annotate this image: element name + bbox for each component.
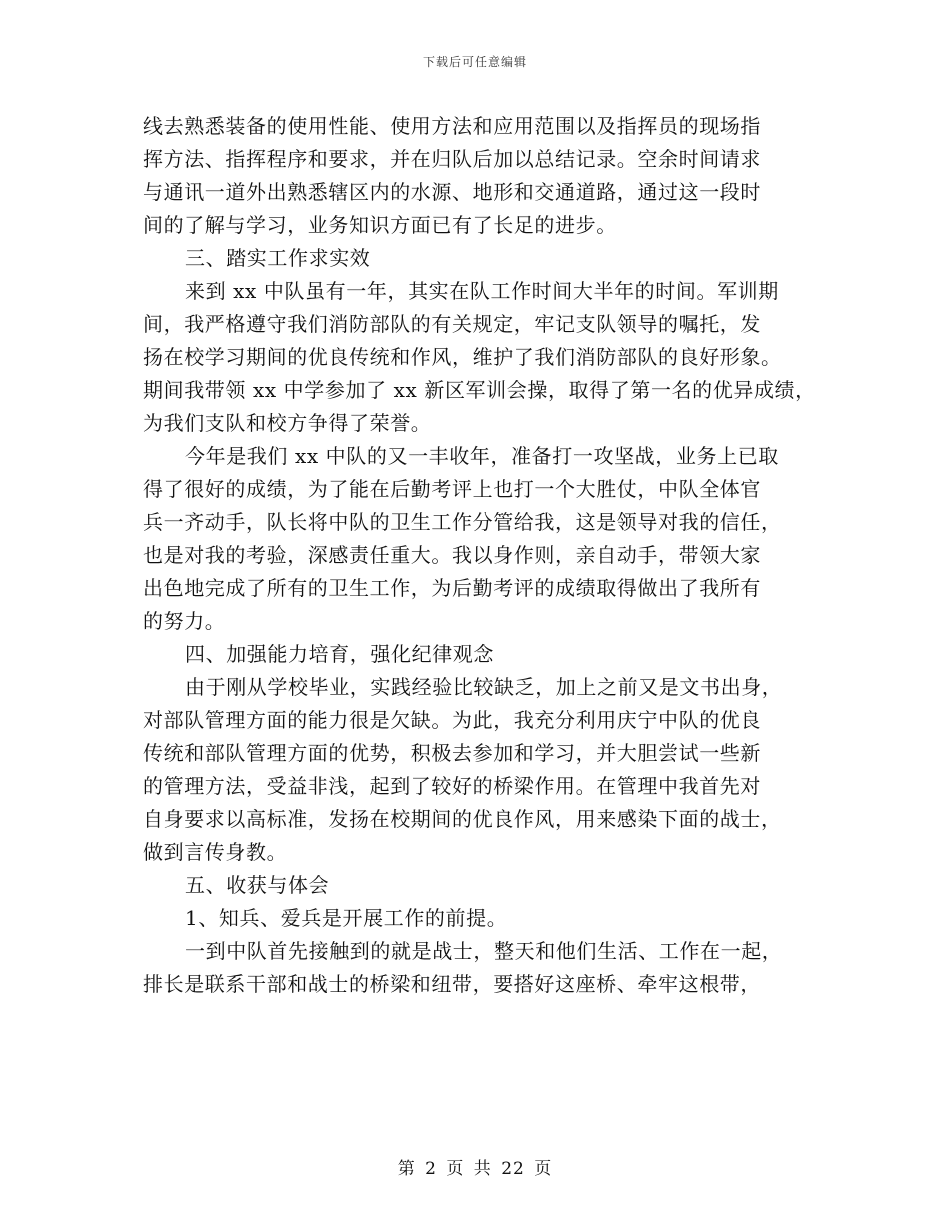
text-line: 四、加强能力培育，强化纪律观念 <box>185 642 494 666</box>
text-line: 做到言传身教。 <box>143 840 288 864</box>
page-footer: 第 2 页 共 22 页 <box>397 1159 553 1179</box>
text-line: 五、收获与体会 <box>185 873 330 897</box>
text-line: 的管理方法，受益非浅，起到了较好的桥梁作用。在管理中我首先对 <box>143 774 761 798</box>
text-line: 与通讯一道外出熟悉辖区内的水源、地形和交通道路，通过这一段时 <box>143 180 761 204</box>
text-line: 自身要求以高标准，发扬在校期间的优良作风，用来感染下面的战士， <box>143 807 782 831</box>
text-line: 挥方法、指挥程序和要求，并在归队后加以总结记录。空余时间请求 <box>143 147 761 171</box>
text-line: 间，我严格遵守我们消防部队的有关规定，牢记支队领导的嘱托，发 <box>143 312 761 336</box>
body-text <box>143 110 833 1001</box>
text-line: 1、知兵、爱兵是开展工作的前提。 <box>185 906 508 930</box>
text-line: 兵一齐动手，队长将中队的卫生工作分管给我，这是领导对我的信任， <box>143 510 782 534</box>
text-line: 间的了解与学习，业务知识方面已有了长足的进步。 <box>143 213 617 237</box>
text-line: 扬在校学习期间的优良传统和作风，维护了我们消防部队的良好形象。 <box>143 345 782 369</box>
text-line: 出色地完成了所有的卫生工作，为后勤考评的成绩取得做出了我所有 <box>143 576 761 600</box>
text-line: 传统和部队管理方面的优势，积极去参加和学习，并大胆尝试一些新 <box>143 741 761 765</box>
text-line: 排长是联系干部和战士的桥梁和纽带，要搭好这座桥、牵牢这根带， <box>143 972 761 996</box>
text-line: 三、踏实工作求实效 <box>185 246 371 270</box>
text-line: 线去熟悉装备的使用性能、使用方法和应用范围以及指挥员的现场指 <box>143 114 761 138</box>
text-line: 对部队管理方面的能力很是欠缺。为此，我充分利用庆宁中队的优良 <box>143 708 761 732</box>
text-line: 由于刚从学校毕业，实践经验比较缺乏，加上之前又是文书出身， <box>185 675 783 699</box>
text-line: 今年是我们 xx 中队的又一丰收年，准备打一攻坚战，业务上已取 <box>185 444 779 468</box>
text-line: 的努力。 <box>143 609 226 633</box>
text-line: 得了很好的成绩，为了能在后勤考评上也打一个大胜仗，中队全体官 <box>143 477 761 501</box>
text-line: 为我们支队和校方争得了荣誉。 <box>143 411 432 435</box>
text-line: 期间我带领 xx 中学参加了 xx 新区军训会操，取得了第一名的优异成绩， <box>143 378 816 402</box>
text-line: 一到中队首先接触到的就是战士，整天和他们生活、工作在一起， <box>185 939 783 963</box>
page-header: 下载后可任意编辑 <box>422 55 527 69</box>
text-line: 也是对我的考验，深感责任重大。我以身作则，亲自动手，带领大家 <box>143 543 761 567</box>
text-line: 来到 xx 中队虽有一年，其实在队工作时间大半年的时间。军训期 <box>185 279 779 303</box>
